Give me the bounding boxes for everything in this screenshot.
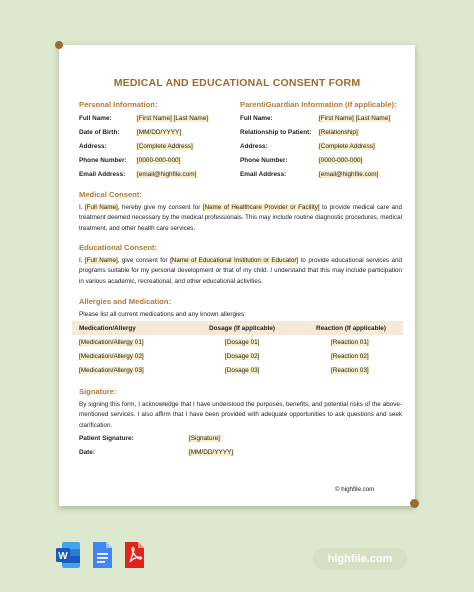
table-cell: [Dosage 02] xyxy=(225,353,260,360)
field-label: Address: xyxy=(240,143,268,150)
column-header: Reaction (If applicable) xyxy=(316,325,386,332)
corner-dot xyxy=(410,499,419,508)
field-value: [email@highfile.com] xyxy=(137,171,197,178)
table-cell: [Dosage 03] xyxy=(225,367,260,374)
field-value: [Signature] xyxy=(189,435,220,442)
corner-dot xyxy=(55,41,63,49)
field-value: [MM/DD/YYYY] xyxy=(137,129,182,136)
field-label: Full Name: xyxy=(79,115,112,122)
column-header: Dosage (If applicable) xyxy=(209,325,276,332)
pdf-icon[interactable] xyxy=(121,540,147,570)
watermark: highfile.com xyxy=(313,548,407,570)
table-cell: [Medication/Allergy 02] xyxy=(79,353,144,360)
educational-consent-heading: Educational Consent: xyxy=(79,243,158,252)
personal-info-heading: Personal Information: xyxy=(79,100,158,109)
field-value: [MM/DD/YYYY] xyxy=(189,449,234,456)
signature-text: By signing this form, I acknowledge that I have understood the purposes, benefits, and potential risks of the above-mentioned services. I also affirm that I have been provided with adequate opportunities to ask questions and seek clarification. xyxy=(79,401,402,429)
column-header: Medication/Allergy xyxy=(79,325,136,332)
guardian-info-heading: Parent/Guardian Information (If applicable): xyxy=(240,100,397,109)
medical-consent-heading: Medical Consent: xyxy=(79,190,142,199)
field-value: [Complete Address] xyxy=(137,143,193,150)
table-cell: [Dosage 01] xyxy=(225,339,260,346)
placeholder-institution: [Name of Educational Institution or Educator] xyxy=(170,257,299,264)
field-value: [0000-000-000] xyxy=(319,157,363,164)
field-value: [First Name] [Last Name] xyxy=(319,115,391,122)
field-label: Patient Signature: xyxy=(79,435,134,442)
field-label: Relationship to Patient: xyxy=(240,129,312,136)
table-cell: [Reaction 02] xyxy=(331,353,369,360)
table-cell: [Medication/Allergy 01] xyxy=(79,339,144,346)
google-docs-icon[interactable] xyxy=(89,540,115,570)
field-value: [0000-000-000] xyxy=(137,157,181,164)
allergies-heading: Allergies and Medication: xyxy=(79,297,171,306)
table-cell: [Medication/Allergy 03] xyxy=(79,367,144,374)
field-value: [Complete Address] xyxy=(319,143,375,150)
field-label: Full Name: xyxy=(240,115,273,122)
field-label: Email Address: xyxy=(240,171,287,178)
placeholder-full-name: [Full Name] xyxy=(84,257,118,264)
field-label: Email Address: xyxy=(79,171,126,178)
field-label: Phone Number: xyxy=(79,157,127,164)
word-icon[interactable] xyxy=(55,540,81,570)
table-cell: [Reaction 03] xyxy=(331,367,369,374)
field-value: [First Name] [Last Name] xyxy=(137,115,209,122)
svg-text:W: W xyxy=(58,551,68,562)
field-value: [email@highfile.com] xyxy=(319,171,379,178)
medical-consent-text: I, [Full Name], hereby give my consent for [Name of Healthcare Provider or Facility] to provide medical care and treatment deemed necessary by the medical professionals. This may include routine diagnostic procedures, medical treatment, and other health care services. xyxy=(79,204,403,232)
field-label: Date: xyxy=(79,449,95,456)
field-label: Address: xyxy=(79,143,107,150)
field-label: Phone Number: xyxy=(240,157,288,164)
placeholder-provider: [Name of Healthcare Provider or Facility] xyxy=(202,204,320,211)
signature-heading: Signature: xyxy=(79,387,117,396)
copyright: © highfile.com xyxy=(335,486,375,493)
educational-consent-text: I, [Full Name], give consent for [Name of Educational Institution or Educator] to provide educational services and programs suitable for my personal development or that of my child. I understand that this may include participation in various academic, recreational, and other educational activities. xyxy=(79,257,403,285)
table-cell: [Reaction 01] xyxy=(331,339,369,346)
field-value: [Relationship] xyxy=(319,129,358,136)
allergies-intro: Please list all current medications and any known allergies: xyxy=(79,311,246,318)
field-label: Date of Birth: xyxy=(79,129,120,136)
document-title: MEDICAL AND EDUCATIONAL CONSENT FORM xyxy=(113,77,361,89)
placeholder-full-name: [Full Name] xyxy=(84,204,118,211)
